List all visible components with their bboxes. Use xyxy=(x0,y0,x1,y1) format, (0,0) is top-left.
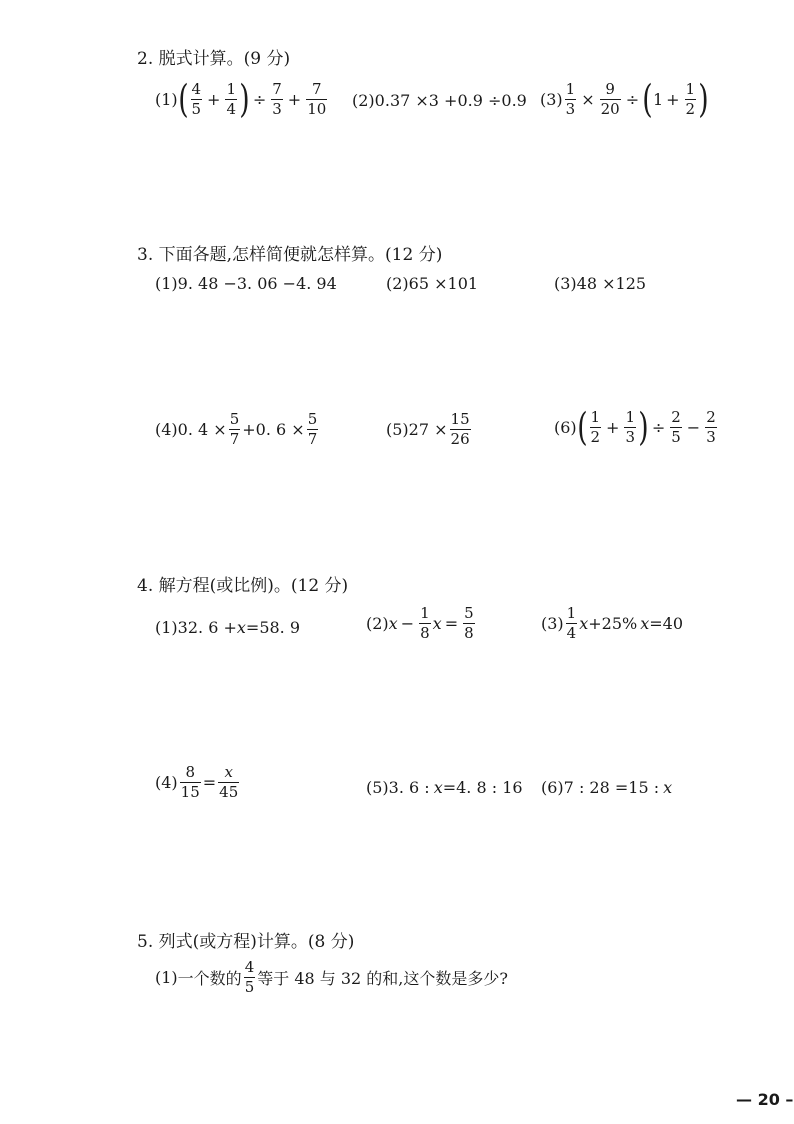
fraction: $\frac{1}{4}$ xyxy=(566,604,577,642)
s4-problem-3: (3) $\frac{1}{4}$ x +25% x =40 xyxy=(541,604,684,642)
fraction: $\frac{2}{3}$ xyxy=(706,407,716,446)
section-4-title: 4. 解方程(或比例)。(12 分) xyxy=(137,576,349,596)
fraction: $\frac{1}{2}$ xyxy=(685,79,696,118)
s3-problem-6: (6) ( $\frac{1}{2}$ + $\frac{1}{3}$ ) ÷ $\frac{2}{5}$ − $\frac{2}{3}$ xyxy=(554,405,716,449)
section-2-title: 2. 脱式计算。(9 分) xyxy=(137,49,291,69)
problem-label: (2) xyxy=(352,91,375,110)
s3-problem-5: (5) 27 × $\frac{15}{26}$ xyxy=(386,410,470,448)
section-3-title: 3. 下面各题,怎样简便就怎样算。(12 分) xyxy=(137,245,443,265)
s3-problem-4: (4) 0. 4 × $\frac{5}{7}$ +0. 6 × $\frac{5}{7}$ xyxy=(155,410,318,448)
fraction: $\frac{1}{3}$ xyxy=(565,79,576,118)
fraction: $\frac{x}{45}$ xyxy=(219,763,239,801)
fraction: $\frac{9}{20}$ xyxy=(600,79,620,118)
fraction: $\frac{5}{7}$ xyxy=(307,410,318,448)
problem-label: (3) xyxy=(540,89,563,109)
fraction: $\frac{1}{4}$ xyxy=(226,79,236,118)
fraction: $\frac{1}{3}$ xyxy=(625,407,635,446)
problem-label: (1) xyxy=(155,89,178,109)
fraction: $\frac{1}{2}$ xyxy=(590,407,601,446)
right-paren: ) xyxy=(239,77,250,121)
fraction: $\frac{7}{3}$ xyxy=(272,79,282,118)
fraction: $\frac{7}{10}$ xyxy=(307,79,327,118)
fraction: $\frac{2}{5}$ xyxy=(671,407,681,446)
s2-problem-3: (3) $\frac{1}{3}$ × $\frac{9}{20}$ ÷ ( 1 + $\frac{1}{2}$ ) xyxy=(540,77,709,121)
fraction: $\frac{5}{7}$ xyxy=(229,410,240,448)
page-number: — 20 – xyxy=(736,1090,794,1109)
s3-problem-1: (1) 9. 48 −3. 06 −4. 94 xyxy=(155,274,337,293)
fraction: $\frac{8}{15}$ xyxy=(180,763,200,801)
fraction: $\frac{15}{26}$ xyxy=(450,410,470,448)
expression: 0.37 ×3 +0.9 ÷0.9 xyxy=(374,91,527,110)
s4-problem-6: (6) 7 : 28 =15 : x xyxy=(541,778,673,797)
s4-problem-4: (4) $\frac{8}{15}$ = $\frac{x}{45}$ xyxy=(155,763,239,801)
s2-problem-2 xyxy=(352,91,527,110)
fraction: $\frac{4}{5}$ xyxy=(244,958,255,996)
expression: 48 ×125 xyxy=(576,274,647,293)
s4-problem-2: (2) x − $\frac{1}{8}$ x = $\frac{5}{8}$ xyxy=(366,604,474,642)
fraction: $\frac{5}{8}$ xyxy=(464,604,474,642)
expression: 9. 48 −3. 06 −4. 94 xyxy=(177,274,337,293)
fraction: $\frac{1}{8}$ xyxy=(420,604,430,642)
s4-problem-1: (1) 32. 6 + x =58. 9 xyxy=(155,618,301,637)
s4-problem-5: (5) 3. 6 : x =4. 8 : 16 xyxy=(366,778,523,797)
s3-problem-3: (3) 48 ×125 xyxy=(554,274,647,293)
s5-problem-1: (1) 一个数的 $\frac{4}{5}$ 等于 48 与 32 的和,这个数是多少? xyxy=(155,958,508,996)
left-paren: ( xyxy=(177,77,189,121)
s3-problem-2: (2) 65 ×101 xyxy=(386,274,479,293)
expression: 65 ×101 xyxy=(408,274,479,293)
s2-problem-1: (1) ( $\frac{4}{5}$ + $\frac{1}{4}$ ) ÷ $\frac{7}{3}$ + $\frac{7}{10}$ xyxy=(155,77,327,121)
fraction: $\frac{4}{5}$ xyxy=(191,79,202,118)
section-5-title: 5. 列式(或方程)计算。(8 分) xyxy=(137,932,355,952)
